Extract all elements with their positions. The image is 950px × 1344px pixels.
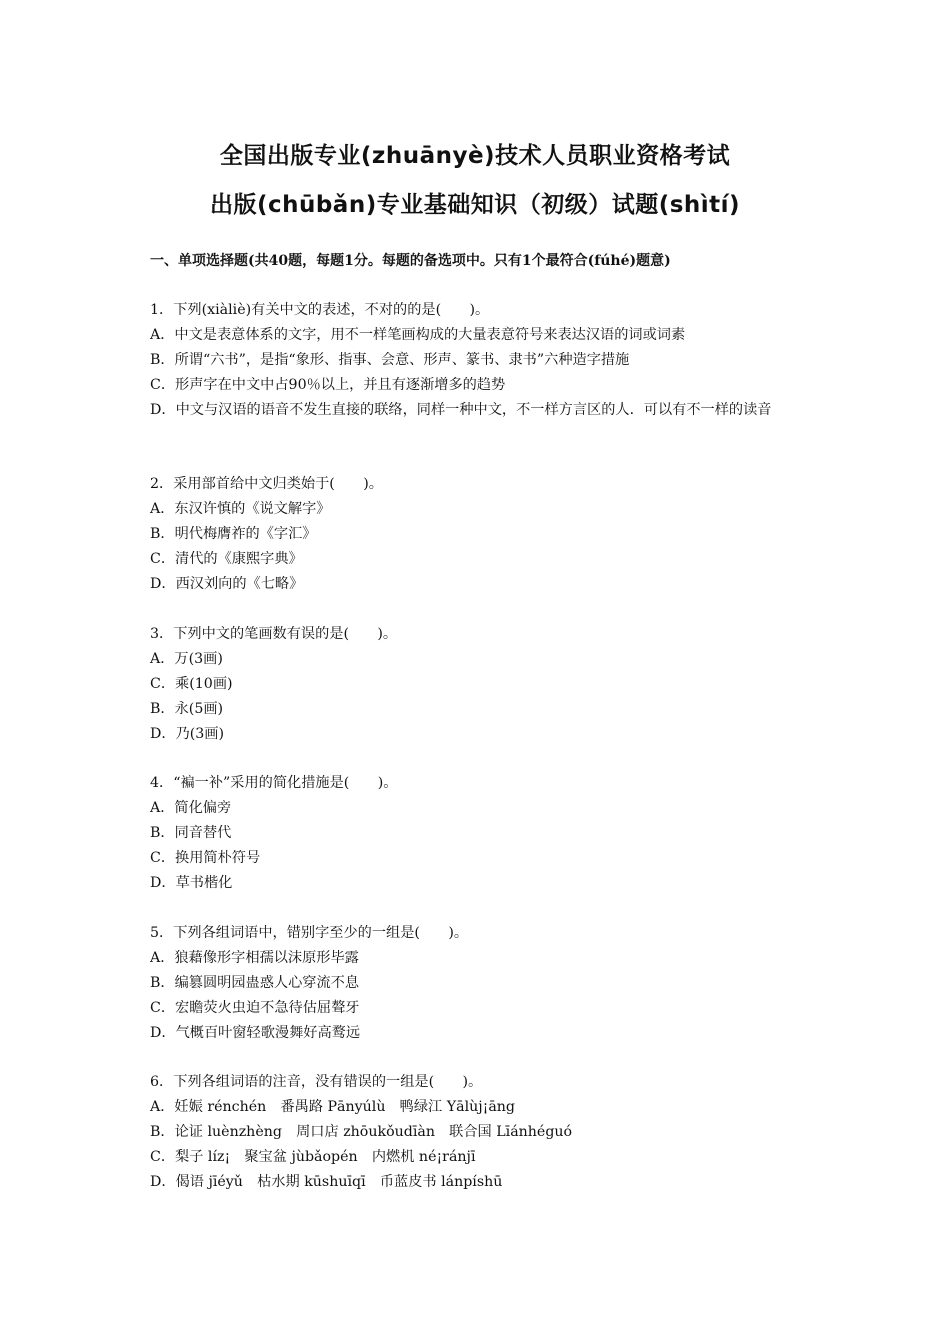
question-4: [150, 771, 800, 896]
option-c: C．乘(10画): [150, 676, 233, 692]
question-stem: 5．下列各组词语中，错别字至少的一组是( )。: [150, 925, 469, 941]
option-c: C．换用简朴符号: [150, 850, 261, 866]
section-heading: 一、单项选择题(共40题，每题1分。每题的备选项中。只有1个最符合(fúhé)题意): [150, 253, 671, 269]
question-1: [150, 298, 800, 423]
exam-title-line-1: 全国出版专业(zhuānyè)技术人员职业资格考试: [219, 143, 731, 169]
option-c: C．宏瞻荧火虫迫不急待估屈聱牙: [150, 1000, 360, 1016]
question-stem: 1．下列(xiàliè)有关中文的表述，不对的的是( )。: [150, 302, 490, 318]
option-a: A．狼藉像形字相孺以沫原形毕露: [150, 950, 359, 966]
option-a: A．万(3画): [150, 651, 223, 667]
option-b: B．同音替代: [150, 825, 232, 841]
question-3: [150, 622, 800, 747]
option-d: D．中文与汉语的语音不发生直接的联络，同样一种中文，不一样方言区的人．可以有不一样的读音: [150, 402, 772, 418]
question-stem: 4．“褊一补”采用的简化措施是( )。: [150, 775, 398, 791]
question-2: [150, 472, 800, 597]
option-b: B．永(5画): [150, 701, 224, 717]
option-d: D．偈语 jīéyǔ 枯水期 kūshuīqī 币蓝皮书 lánpíshū: [150, 1174, 503, 1190]
option-b: B．所谓“六书”，是指“象形、指事、会意、形声、篆书、隶书”六种造字措施: [150, 352, 630, 368]
option-d: D．乃(3画): [150, 726, 225, 742]
option-c: C．清代的《康熙字典》: [150, 551, 303, 567]
option-c: C．梨子 líz¡ 聚宝盆 jùbǎopén 内燃机 né¡ránjī: [150, 1149, 476, 1165]
question-6: [150, 1070, 800, 1195]
option-b: B．明代梅膺祚的《字汇》: [150, 526, 317, 542]
option-a: A．简化偏旁: [150, 800, 232, 816]
option-d: D．西汉刘向的《七略》: [150, 576, 304, 592]
option-d: D．气概百叶窗轻歌漫舞好高鹜远: [150, 1025, 361, 1041]
question-stem: 6．下列各组词语的注音，没有错误的一组是( )。: [150, 1074, 483, 1090]
option-a: A．中文是表意体系的文字，用不一样笔画构成的大量表意符号来表达汉语的词或词素: [150, 327, 686, 343]
option-d: D．草书楷化: [150, 875, 233, 891]
question-stem: 2．采用部首给中文归类始于( )。: [150, 476, 383, 492]
exam-title-line-2: 出版(chūbǎn)专业基础知识（初级）试题(shìtí): [209, 192, 741, 218]
question-5: [150, 921, 800, 1046]
option-a: A．东汉许慎的《说文解字》: [150, 501, 331, 517]
question-stem: 3．下列中文的笔画数有误的是( )。: [150, 626, 398, 642]
option-b: B．编篡圆明园蛊惑人心穿流不息: [150, 975, 360, 991]
option-b: B．论证 luènzhèng 周口店 zhōukǒudīàn 联合国 Līánhéguó: [150, 1124, 573, 1140]
option-c: C．形声字在中文中占90％以上，并且有逐渐增多的趋势: [150, 377, 506, 393]
option-a: A．妊娠 rénchén 番禺路 Pānyúlù 鸭绿江 Yālùj¡āng: [150, 1099, 516, 1115]
